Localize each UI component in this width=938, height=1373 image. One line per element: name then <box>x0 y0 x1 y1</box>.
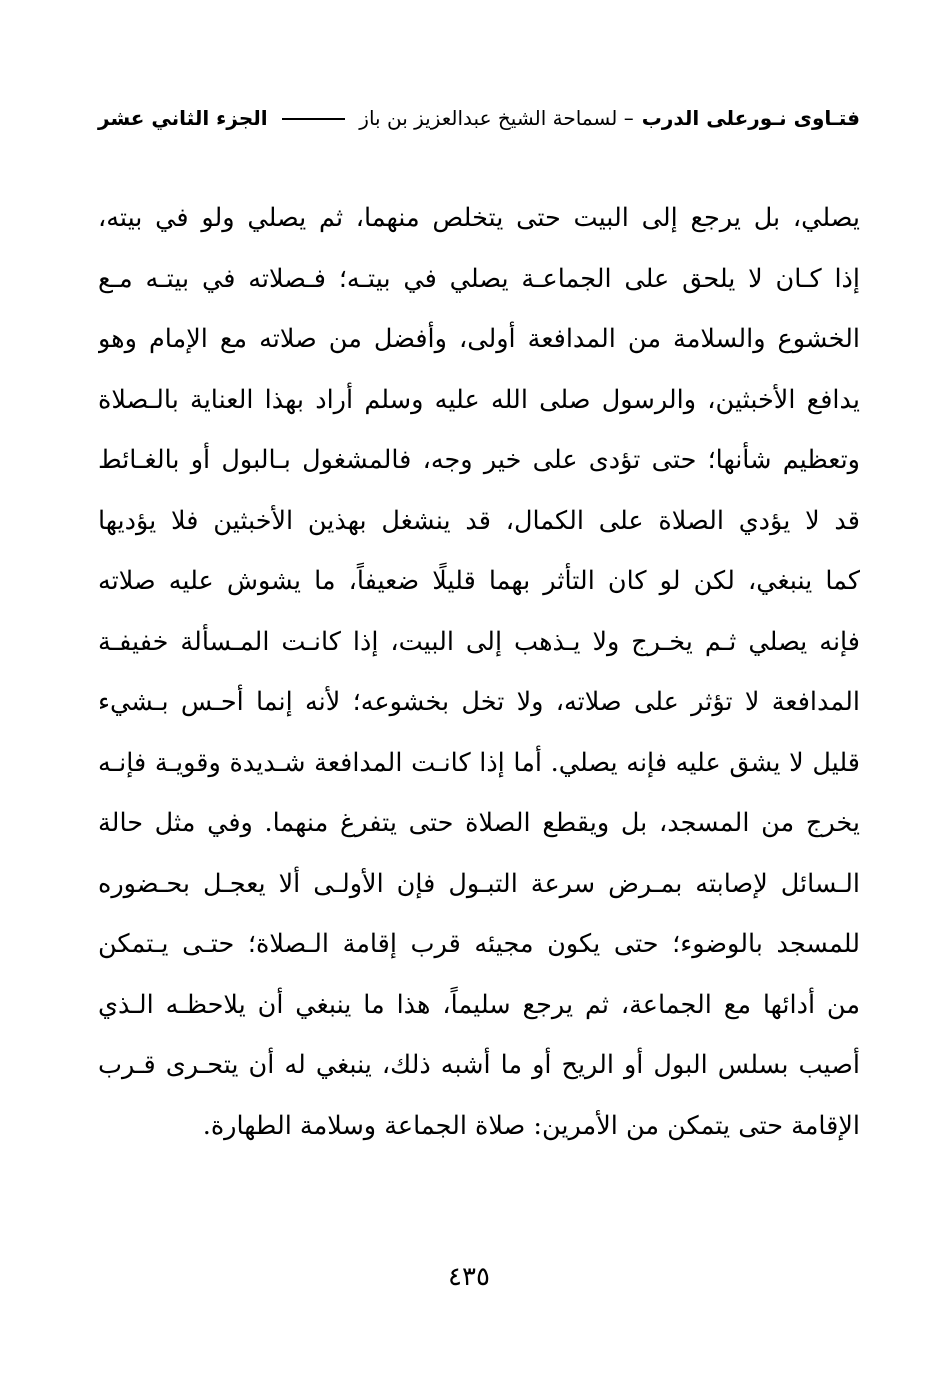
body-line: يدافع الأخبثين، والرسول صلى الله عليه وسلم أراد بهذا العناية بالـصلاة <box>98 384 860 415</box>
header-book-title: فتـاوى نـورعلى الدرب <box>641 106 860 130</box>
page-number: ٤٣٥ <box>448 1262 490 1292</box>
body-line: كما ينبغي، لكن لو كان التأثر بهما قليلًا ضعيفاً، ما يشوش عليه صلاته <box>98 566 860 596</box>
header-volume: الجزء الثاني عشر <box>98 106 268 130</box>
body-line: من أدائها مع الجماعة، ثم يرجع سليماً، هذا ما ينبغي أن يلاحظـه الـذي <box>98 989 860 1020</box>
body-line: فإنه يصلي ثـم يخـرج ولا يـذهب إلى البيت، إذا كانـت المـسألة خفيفـة <box>98 626 860 657</box>
body-line: الخشوع والسلامة من المدافعة أولى، وأفضل من صلاته مع الإمام وهو <box>98 324 860 354</box>
header-author: – لسماحة الشيخ عبدالعزيز بن باز <box>359 106 634 130</box>
body-line: يصلي، بل يرجع إلى البيت حتى يتخلص منهما، ثم يصلي ولو في بيته، <box>98 203 860 233</box>
body-line: قد لا يؤدي الصلاة على الكمال، قد ينشغل بهذين الأخبثين فلا يؤديها <box>98 505 860 536</box>
body-line: وتعظيم شأنها؛ حتى تؤدى على خير وجه، فالمشغول بـالبول أو بالغـائط <box>98 445 860 475</box>
body-line: الإقامة حتى يتمكن من الأمرين: صلاة الجماعة وسلامة الطهارة. <box>202 1110 860 1141</box>
body-line: قليل لا يشق عليه فإنه يصلي. أما إذا كانـت المدافعة شـديدة وقويـة فإنـه <box>98 747 860 778</box>
body-line: للمسجد بالوضوء؛ حتى يكون مجيئه قرب إقامة الـصلاة؛ حتـى يـتمكن <box>98 929 860 959</box>
body-text <box>98 188 860 1156</box>
body-line: يخرج من المسجد، بل ويقطع الصلاة حتى يتفرغ منهما. وفي مثل حالة <box>98 808 860 838</box>
body-line: الـسائل لإصابته بمـرض سرعة التبـول فإن الأولـى ألا يعجـل بحـضوره <box>98 868 860 899</box>
body-line: أصيب بسلس البول أو الريح أو ما أشبه ذلك، ينبغي له أن يتحـرى قـرب <box>98 1050 860 1080</box>
running-header <box>98 98 860 138</box>
body-line: المدافعة لا تؤثر على صلاته، ولا تخل بخشوعه؛ لأنه إنما أحـس بـشيء <box>98 687 860 717</box>
header-divider <box>282 118 346 120</box>
body-line: إذا كـان لا يلحق على الجماعـة يصلي في بيتـه؛ فـصلاته في بيتـه مـع <box>98 263 860 294</box>
